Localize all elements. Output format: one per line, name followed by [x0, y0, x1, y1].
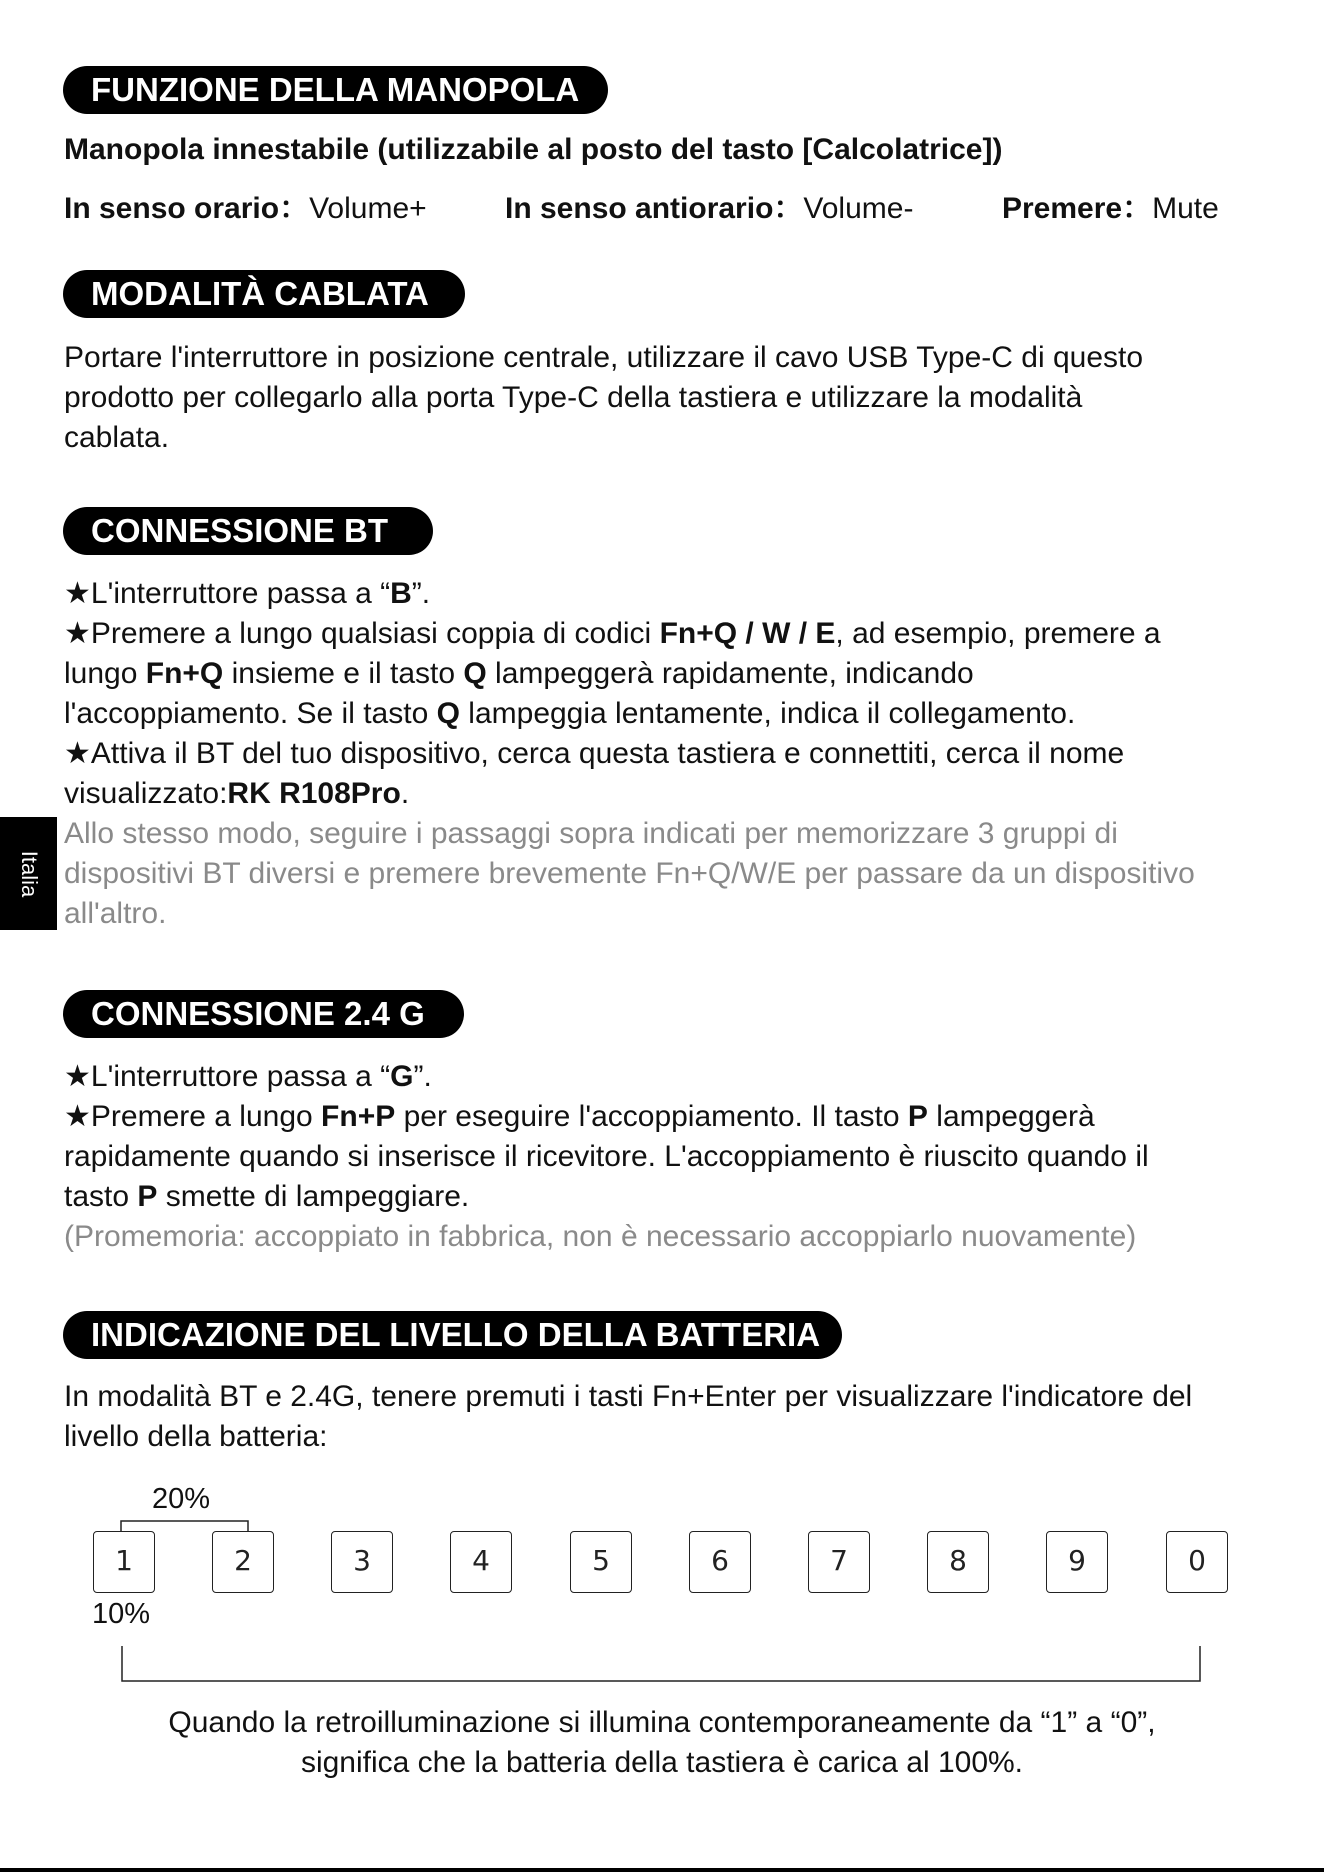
g24-line-2: ★Premere a lungo Fn+P per eseguire l'accoppiamento. Il tasto P lampeggerà	[64, 1100, 1095, 1133]
section-heading-bt: CONNESSIONE BT	[63, 507, 433, 555]
bt-line-5: ★Attiva il BT del tuo dispositivo, cerca questa tastiera e connettiti, cerca il nome	[64, 737, 1125, 770]
label-10-percent: 10%	[92, 1598, 151, 1630]
battery-key-7: 7	[808, 1531, 870, 1593]
star-icon: ★	[64, 1100, 91, 1133]
battery-line-2: livello della batteria:	[64, 1420, 328, 1453]
knob-ccw-value: Volume-	[803, 192, 914, 225]
section-heading-24g: CONNESSIONE 2.4 G	[63, 990, 464, 1038]
language-side-tab-label: Italia	[16, 850, 42, 897]
star-icon: ★	[64, 577, 91, 610]
battery-key-2: 2	[212, 1531, 274, 1593]
g24-note: (Promemoria: accoppiato in fabbrica, non è necessario accoppiarlo nuovamente)	[64, 1220, 1137, 1253]
bt-line-3: lungo Fn+Q insieme e il tasto Q lampeggerà rapidamente, indicando	[64, 657, 974, 690]
knob-ccw-sep: ：	[773, 192, 804, 225]
star-icon: ★	[64, 1060, 91, 1093]
label-20-percent: 20%	[152, 1483, 211, 1515]
g24-line-3: rapidamente quando si inserisce il ricevitore. L'accoppiamento è riuscito quando il	[64, 1140, 1149, 1173]
knob-cw-sep: ：	[279, 192, 310, 225]
star-icon: ★	[64, 617, 91, 650]
battery-caption	[0, 1703, 1324, 1783]
star-icon: ★	[64, 737, 91, 770]
knob-press-label: Premere	[1002, 192, 1123, 225]
battery-key-0: 0	[1166, 1531, 1228, 1593]
battery-line-1: In modalità BT e 2.4G, tenere premuti i tasti Fn+Enter per visualizzare l'indicatore del	[64, 1380, 1193, 1413]
wired-line-1: Portare l'interruttore in posizione centrale, utilizzare il cavo USB Type-C di questo	[64, 341, 1144, 374]
battery-key-1: 1	[93, 1531, 155, 1593]
page-bottom-rule	[0, 1868, 1324, 1872]
bt-note-line-3: all'altro.	[64, 897, 167, 930]
battery-caption-line-1: Quando la retroilluminazione si illumina contemporaneamente da “1” a “0”,	[168, 1706, 1156, 1739]
section-heading-knob: FUNZIONE DELLA MANOPOLA	[63, 66, 608, 114]
battery-caption-line-2: significa che la batteria della tastiera è carica al 100%.	[300, 1746, 1024, 1779]
bt-note-line-1: Allo stesso modo, seguire i passaggi sopra indicati per memorizzare 3 gruppi di	[64, 817, 1118, 850]
knob-cw-value: Volume+	[309, 192, 427, 225]
battery-key-3: 3	[331, 1531, 393, 1593]
knob-subtitle: Manopola innestabile (utilizzabile al posto del tasto [Calcolatrice])	[64, 133, 1003, 166]
section-heading-wired: MODALITÀ CABLATA	[63, 270, 465, 318]
knob-ccw-label: In senso antiorario	[505, 192, 774, 225]
battery-key-6: 6	[689, 1531, 751, 1593]
bt-note-line-2: dispositivi BT diversi e premere brevemente Fn+Q/W/E per passare da un dispositivo	[64, 857, 1195, 890]
wired-line-2: prodotto per collegarlo alla porta Type-C della tastiera e utilizzare la modalità	[64, 381, 1083, 414]
bt-line-2: ★Premere a lungo qualsiasi coppia di codici Fn+Q / W / E, ad esempio, premere a	[64, 617, 1161, 650]
knob-press-sep: ：	[1122, 192, 1153, 225]
knob-cw-label: In senso orario	[64, 192, 280, 225]
battery-key-8: 8	[927, 1531, 989, 1593]
battery-key-4: 4	[450, 1531, 512, 1593]
wired-line-3: cablata.	[64, 421, 170, 454]
g24-line-4: tasto P smette di lampeggiare.	[64, 1180, 470, 1213]
knob-press-value: Mute	[1152, 192, 1219, 225]
bt-line-1: ★L'interruttore passa a “B”.	[64, 577, 431, 610]
battery-key-5: 5	[570, 1531, 632, 1593]
bt-line-4: l'accoppiamento. Se il tasto Q lampeggia lentamente, indica il collegamento.	[64, 697, 1076, 730]
battery-key-9: 9	[1046, 1531, 1108, 1593]
g24-line-1: ★L'interruttore passa a “G”.	[64, 1060, 432, 1093]
section-heading-battery: INDICAZIONE DEL LIVELLO DELLA BATTERIA	[63, 1311, 842, 1359]
bt-line-6: visualizzato:RK R108Pro.	[64, 777, 410, 810]
